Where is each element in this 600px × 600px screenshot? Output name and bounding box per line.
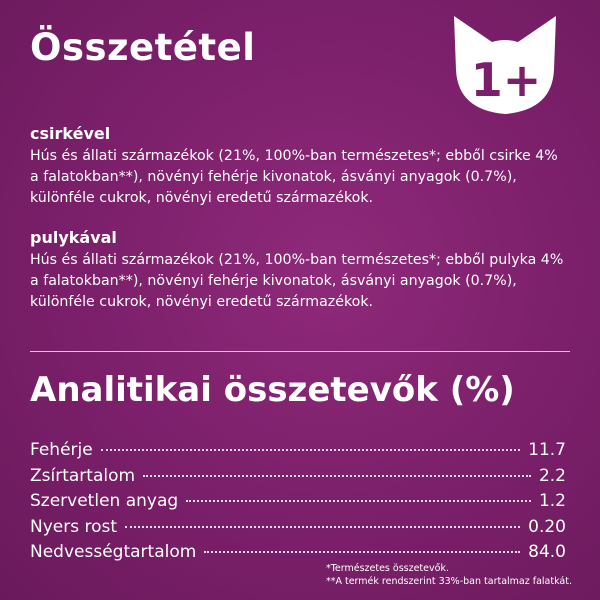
dot-leader <box>204 551 520 553</box>
footnote: *Természetes összetevők. <box>325 563 449 574</box>
analytics-row-value: 84.0 <box>528 542 566 562</box>
analytics-row <box>30 517 566 543</box>
analytics-row-value: 0.20 <box>528 516 566 537</box>
dot-leader <box>125 526 520 528</box>
analytics-table <box>30 440 566 568</box>
section-divider <box>30 351 570 352</box>
dot-leader <box>101 449 520 451</box>
composition-chicken <box>30 124 570 209</box>
analytics-row-name: Szervetlen anyag <box>30 491 179 511</box>
analytics-row-name: Zsírtartalom <box>30 465 136 486</box>
analytics-row-value: 1.2 <box>538 491 566 511</box>
analytics-row-name: Fehérje <box>30 440 93 460</box>
age-badge-label: 1+ <box>470 53 542 107</box>
analytics-row <box>30 440 566 466</box>
analytics-title: Analitikai összetevők (%) <box>30 370 515 410</box>
cat-head-icon <box>440 10 570 120</box>
analytics-row-name: Nedvességtartalom <box>30 542 197 562</box>
analytics-row-value: 2.2 <box>538 465 566 486</box>
footnotes <box>326 562 572 588</box>
analytics-row <box>30 491 566 517</box>
composition-text: Hús és állati származékok (21%, 100%-ban természetes*; ebből csirke 4% a falatokban**), növényi fehérje kivonatok, ásványi anyagok (0.7%), különféle cukrok, növényi eredetű származékok. <box>30 147 558 206</box>
dot-leader <box>143 475 531 477</box>
page-title: Összetétel <box>30 26 256 69</box>
composition-heading: pulykával <box>30 228 117 247</box>
composition-text: Hús és állati származékok (21%, 100%-ban természetes*; ebből pulyka 4% a falatokban**), növényi fehérje kivonatok, ásványi anyagok (0.7%), különféle cukrok, növényi eredetű származékok. <box>30 251 564 310</box>
analytics-row-name: Nyers rost <box>30 516 118 537</box>
analytics-row-value: 11.7 <box>528 440 566 460</box>
dot-leader <box>186 500 531 502</box>
analytics-row <box>30 466 566 492</box>
composition-heading: csirkével <box>30 124 111 143</box>
composition-turkey <box>30 228 570 313</box>
footnote: **A termék rendszerint 33%-ban tartalmaz falatkát. <box>325 576 572 587</box>
